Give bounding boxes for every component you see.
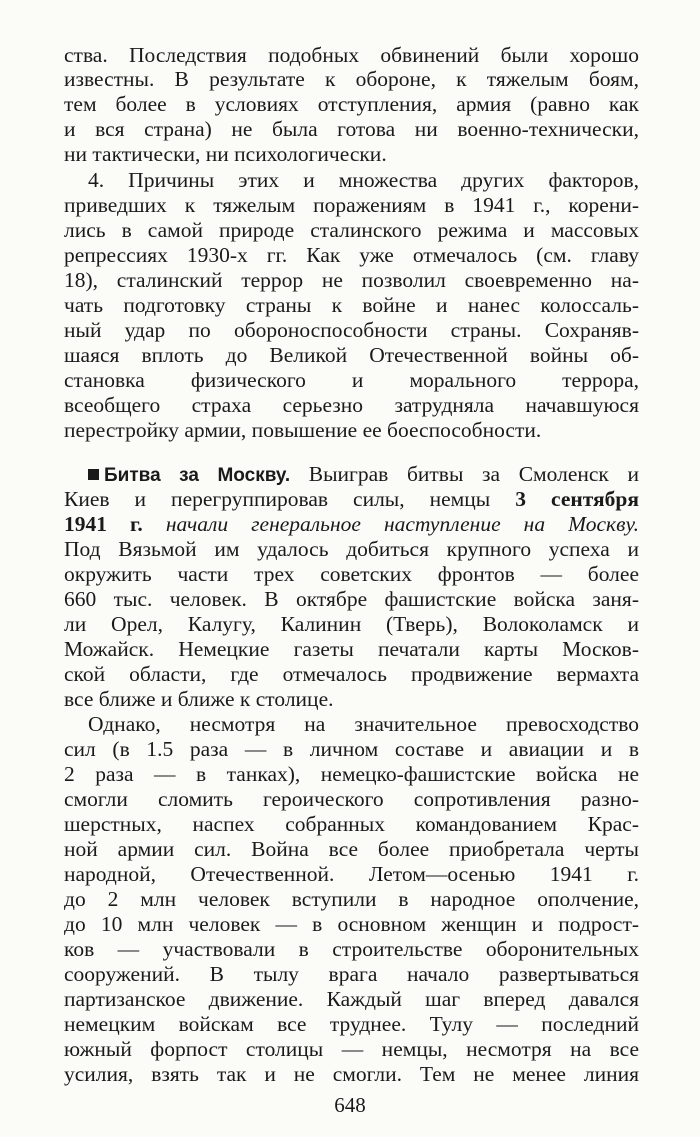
- paragraph-start: 4. Причины этих и множества других факторов,: [88, 168, 639, 192]
- text-line: немецким войскам все труднее. Тулу — последний: [64, 1012, 639, 1036]
- text-line: ства. Последствия подобных обвинений были хорошо: [64, 43, 639, 67]
- text-line: ный удар по обороноспособности страны. Сохраняв-: [64, 318, 639, 342]
- text-line: все ближе и ближе к столице.: [64, 687, 334, 711]
- page-number: 648: [334, 1093, 366, 1117]
- text-line: репрессиях 1930-х гг. Как уже отмечалось (см. главу: [64, 243, 639, 267]
- text-line: шаяся вплоть до Великой Отечественной войны об-: [64, 343, 639, 367]
- text-line: окружить части трех советских фронтов — более: [64, 562, 639, 586]
- text-line: 660 тыс. человек. В октябре фашистские войска заня-: [64, 587, 639, 611]
- text-line: Киев и перегруппировав силы, немцы 3 сентября: [64, 487, 640, 511]
- text-line: народной, Отечественной. Летом—осенью 1941 г.: [64, 862, 639, 886]
- text-line: известны. В результате к обороне, к тяжелым боям,: [64, 67, 639, 91]
- text-line: 18), сталинский террор не позволил своевременно на-: [64, 268, 639, 292]
- bold-date: 3 сентября: [515, 487, 640, 511]
- text-line: всеобщего страха серьезно затрудняла начавшуюся: [64, 393, 639, 417]
- text-line: Можайск. Немецкие газеты печатали карты Москов-: [64, 637, 639, 661]
- text-line: ли Орел, Калугу, Калинин (Тверь), Волоколамск и: [64, 612, 639, 636]
- section-heading-line: Битва за Москву. Выиграв битвы за Смоленск и: [88, 462, 639, 487]
- text-line: южный форпост столицы — немцы, несмотря на все: [64, 1037, 639, 1061]
- text-line: приведших к тяжелым поражениям в 1941 г., корени-: [64, 193, 639, 217]
- text-line: смогли сломить героического сопротивления разно-: [64, 787, 639, 811]
- text-line: 2 раза — в танках), немецко-фашистские войска не: [64, 762, 639, 786]
- text-line: лись в самой природе сталинского режима и массовых: [64, 218, 639, 242]
- bold-date: 1941 г.: [64, 512, 143, 536]
- text-line: партизанское движение. Каждый шаг вперед давался: [64, 987, 639, 1011]
- text-line: ни тактически, ни психологически.: [64, 142, 387, 166]
- text-line: ков — участвовали в строительстве оборонительных: [64, 937, 639, 961]
- text-line: до 2 млн человек вступили в народное ополчение,: [64, 887, 639, 911]
- text-line: сил (в 1.5 раза — в личном составе и авиации и в: [64, 737, 639, 761]
- text-line: [64, 512, 639, 537]
- text-line: перестройку армии, повышение ее боеспособности.: [64, 418, 542, 442]
- text-line: ной армии сил. Война все более приобретала черты: [64, 837, 639, 861]
- paragraph-start: Однако, несмотря на значительное превосходство: [88, 712, 639, 736]
- italic-emphasis: начали генеральное наступление на Москву.: [165, 512, 640, 536]
- text-line: становка физического и морального террора,: [64, 368, 639, 392]
- square-bullet-icon: [88, 469, 99, 480]
- text-line: и вся страна) не была готова ни военно-технически,: [64, 117, 639, 141]
- text-line: тем более в условиях отступления, армия (равно как: [64, 92, 639, 116]
- text-line: усилия, взять так и не смогли. Тем не менее линия: [64, 1062, 639, 1086]
- text-line: ской области, где отмечалось продвижение вермахта: [64, 662, 639, 686]
- text-line: сооружений. В тылу врага начало развертываться: [64, 962, 639, 986]
- section-heading: Битва за Москву.: [104, 465, 291, 486]
- text-line: шерстных, наспех собранных командованием Крас-: [64, 812, 639, 836]
- text-line: Под Вязьмой им удалось добиться крупного успеха и: [64, 537, 639, 561]
- text-line: до 10 млн человек — в основном женщин и подрост-: [64, 912, 639, 936]
- text-line: чать подготовку страны к войне и нанес колоссаль-: [64, 293, 639, 317]
